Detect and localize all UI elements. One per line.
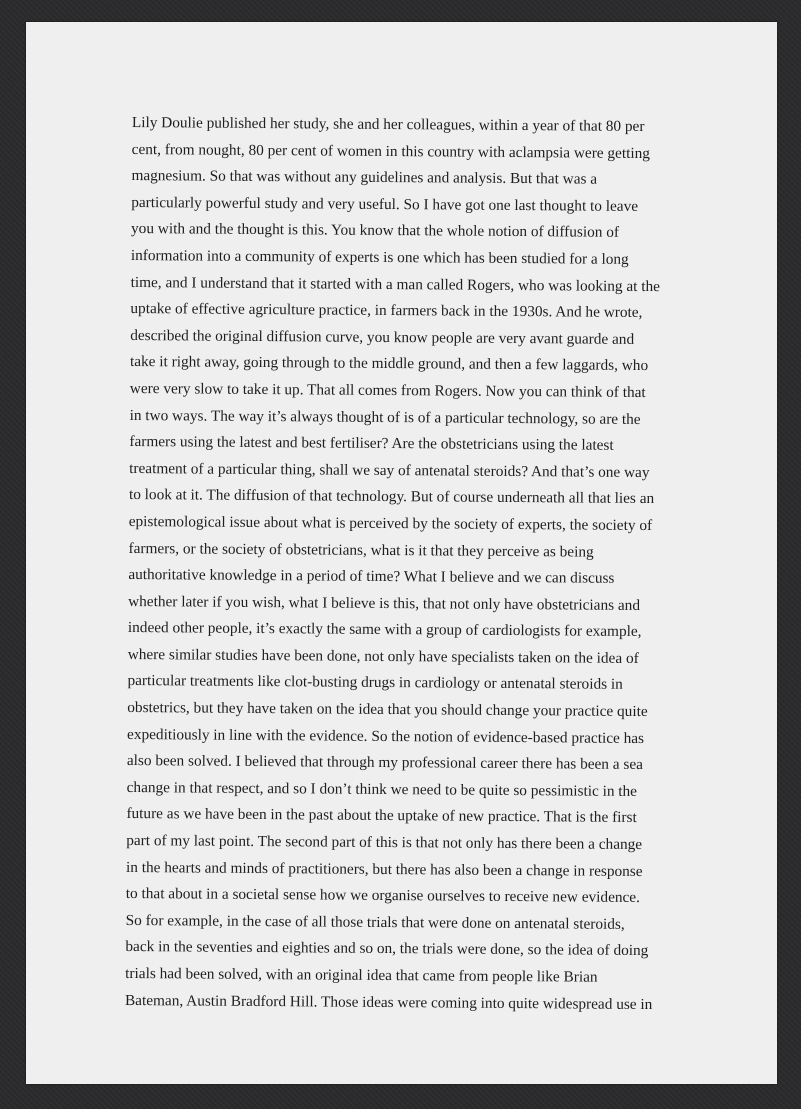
text-line: to that about in a societal sense how we organise ourselves to receive new evidence. (125, 885, 641, 907)
text-line: expeditiously in line with the evidence. So the notion of evidence-based practice has (127, 725, 645, 747)
text-line: take it right away, going through to the middle ground, and then a few laggards, who (129, 353, 649, 375)
text-line: treatment of a particular thing, shall we say of antenatal steroids? And that’s one way (129, 459, 650, 481)
text-line: trials had been solved, with an original idea that came from people like Brian (125, 964, 598, 986)
text-line: back in the seventies and eighties and so on, the trials were done, so the idea of doing (125, 938, 649, 960)
text-line: were very slow to take it up. That all comes from Rogers. Now you can think of that (129, 379, 646, 401)
text-line: change in that respect, and so I don’t think we need to be quite so pessimistic in the (126, 778, 638, 800)
text-line: particular treatments like clot-busting drugs in cardiology or antenatal steroids in (127, 672, 623, 694)
paper-page (26, 22, 777, 1084)
text-line: epistemological issue about what is perceived by the society of experts, the society of (128, 512, 653, 535)
text-line: described the original diffusion curve, you know people are very avant guarde and (130, 326, 635, 348)
text-line: authoritative knowledge in a period of time? What I believe and we can discuss (128, 566, 615, 587)
text-line: where similar studies have been done, not only have specialists taken on the idea of (127, 645, 639, 667)
text-line: to look at it. The diffusion of that technology. But of course underneath all that lies an (128, 486, 655, 508)
text-line: indeed other people, it’s exactly the same with a group of cardiologists for example, (127, 619, 642, 641)
text-line: you with and the thought is this. You know that the whole notion of diffusion of (130, 220, 620, 242)
text-line: farmers, or the society of obstetricians, what is it that they perceive as being (128, 539, 594, 561)
text-line: information into a community of experts is one which has been studied for a long (130, 246, 629, 268)
text-line: Lily Doulie published her study, she and her colleagues, within a year of that 80 per (131, 113, 645, 136)
text-line: in the hearts and minds of practitioners, but there has also been a change in response (125, 858, 643, 880)
text-line: So for example, in the case of all those trials that were done on antenatal steroids, (125, 911, 625, 933)
text-line: future as we have been in the past about the uptake of new practice. That is the first (126, 805, 637, 827)
text-line: whether later if you wish, what I believe is this, that not only have obstetricians and (128, 592, 641, 614)
text-line: uptake of effective agriculture practice, in farmers back in the 1930s. And he wrote, (130, 300, 643, 322)
text-line: farmers using the latest and best fertiliser? Are the obstetricians using the latest (129, 433, 614, 454)
text-line: cent, from nought, 80 per cent of women in this country with aclampsia were getting (131, 140, 651, 162)
body-text (125, 110, 692, 1019)
text-line: also been solved. I believed that through my professional career there has been a sea (126, 752, 644, 774)
text-line: part of my last point. The second part of this is that not only has there been a change (126, 832, 643, 854)
text-line: time, and I understand that it started with a man called Rogers, who was looking at the (130, 273, 661, 295)
text-line: obstetrics, but they have taken on the idea that you should change your practice quite (127, 699, 648, 721)
text-line: Bateman, Austin Bradford Hill. Those ideas were coming into quite widespread use in (124, 991, 653, 1013)
text-line: particularly powerful study and very useful. So I have got one last thought to leave (131, 193, 639, 215)
text-line: in two ways. The way it’s always thought of is of a particular technology, so are the (129, 406, 641, 428)
text-line: magnesium. So that was without any guidelines and analysis. But that was a (131, 167, 598, 188)
